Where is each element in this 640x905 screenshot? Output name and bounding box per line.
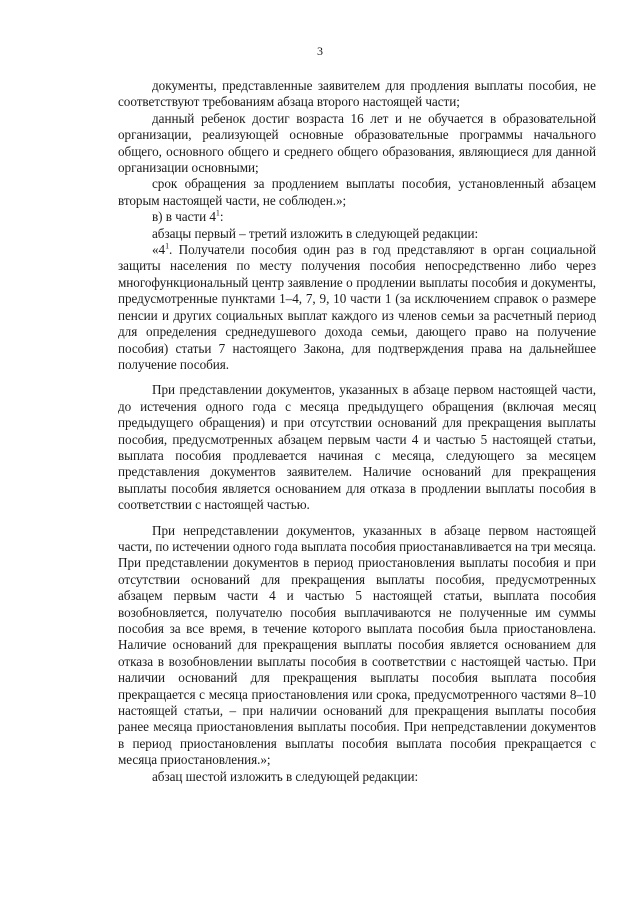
- paragraph-documents-noncompliant: документы, представленные заявителем для продления выплаты пособия, не соответствуют требованиям абзаца второго настоящей части;: [118, 78, 596, 110]
- paragraph-deadline-not-met: срок обращения за продлением выплаты пособия, установленный абзацем вторым настоящей части, не соблюден.»;: [118, 176, 596, 208]
- text-fragment: . Получатели пособия один раз в год представляют в орган социальной защиты населения по месту получения пособия непосредственно либо через многофункциональный центр заявление о продлении выплаты пособия и документы, предусмотренные пунктами 1–4, 7, 9, 10 части 1 (за исключением справок о размере пенсии и других социальных выплат каждого из членов семьи за расчетный период для определения среднедушевого дохода семьи, дающего право на получение пособия) статьи 7 настоящего Закона, для подтверждения права на дальнейшее получение пособия.: [118, 242, 596, 372]
- text-fragment: «4: [152, 242, 166, 258]
- paragraph-sixth-amendment: абзац шестой изложить в следующей редакции:: [152, 768, 419, 784]
- text-fragment: :: [219, 209, 224, 225]
- paragraph-extension-conditions: При представлении документов, указанных в абзаце первом настоящей части, до истечения одного года с месяца предыдущего обращения (включая месяц предыдущего обращения) и при отсутствии оснований для прекращения выплаты пособия, предусмотренных абзацем первым части 4 и частью 5 настоящей статьи, выплата пособия продлевается начиная с месяца, следующего за месяцем представления документов заявителем. Наличие оснований для прекращения выплаты пособия является основанием для отказа в продлении выплаты пособия в соответствии с настоящей частью.: [118, 382, 596, 513]
- superscript: 1: [215, 208, 220, 218]
- paragraph-child-age-16: данный ребенок достиг возраста 16 лет и не обучается в образовательной организации, реализующей основные образовательные программы начального общего, основного общего и среднего общего образования, являющиеся для данной организации основными;: [118, 110, 596, 176]
- document-body: [118, 78, 596, 785]
- paragraph-amend-paragraphs: абзацы первый – третий изложить в следующей редакции:: [152, 225, 479, 241]
- paragraph-suspension-conditions: При непредставлении документов, указанных в абзаце первом настоящей части, по истечении одного года выплата пособия приостанавливается на три месяца. При представлении документов в период приостановления выплаты пособия и при отсутствии оснований для прекращения выплаты пособия, предусмотренных абзацем первым части 4 и частью 5 настоящей статьи, выплата пособия возобновляется, получателю пособия выплачиваются не полученные им суммы пособия за все время, в течение которого выплата пособия была приостановлена. Наличие оснований для прекращения выплаты пособия является основанием для отказа в возобновлении выплаты пособия в соответствии с настоящей частью. При наличии оснований для прекращения выплаты пособия выплата пособия прекращается с месяца приостановления или срока, предусмотренного частями 8–10 настоящей статьи, – при наличии оснований для прекращения выплаты пособия ранее месяца приостановления выплаты пособия. При непредставлении документов в период приостановления выплаты пособия выплата пособия прекращается с месяца приостановления.»;: [118, 522, 596, 768]
- paragraph-part-4-1-heading: [118, 209, 596, 225]
- superscript: 1: [165, 241, 170, 251]
- text-fragment: в) в части 4: [152, 209, 216, 225]
- page-number: 3: [317, 44, 323, 58]
- paragraph-part-4-1-text: [118, 242, 596, 373]
